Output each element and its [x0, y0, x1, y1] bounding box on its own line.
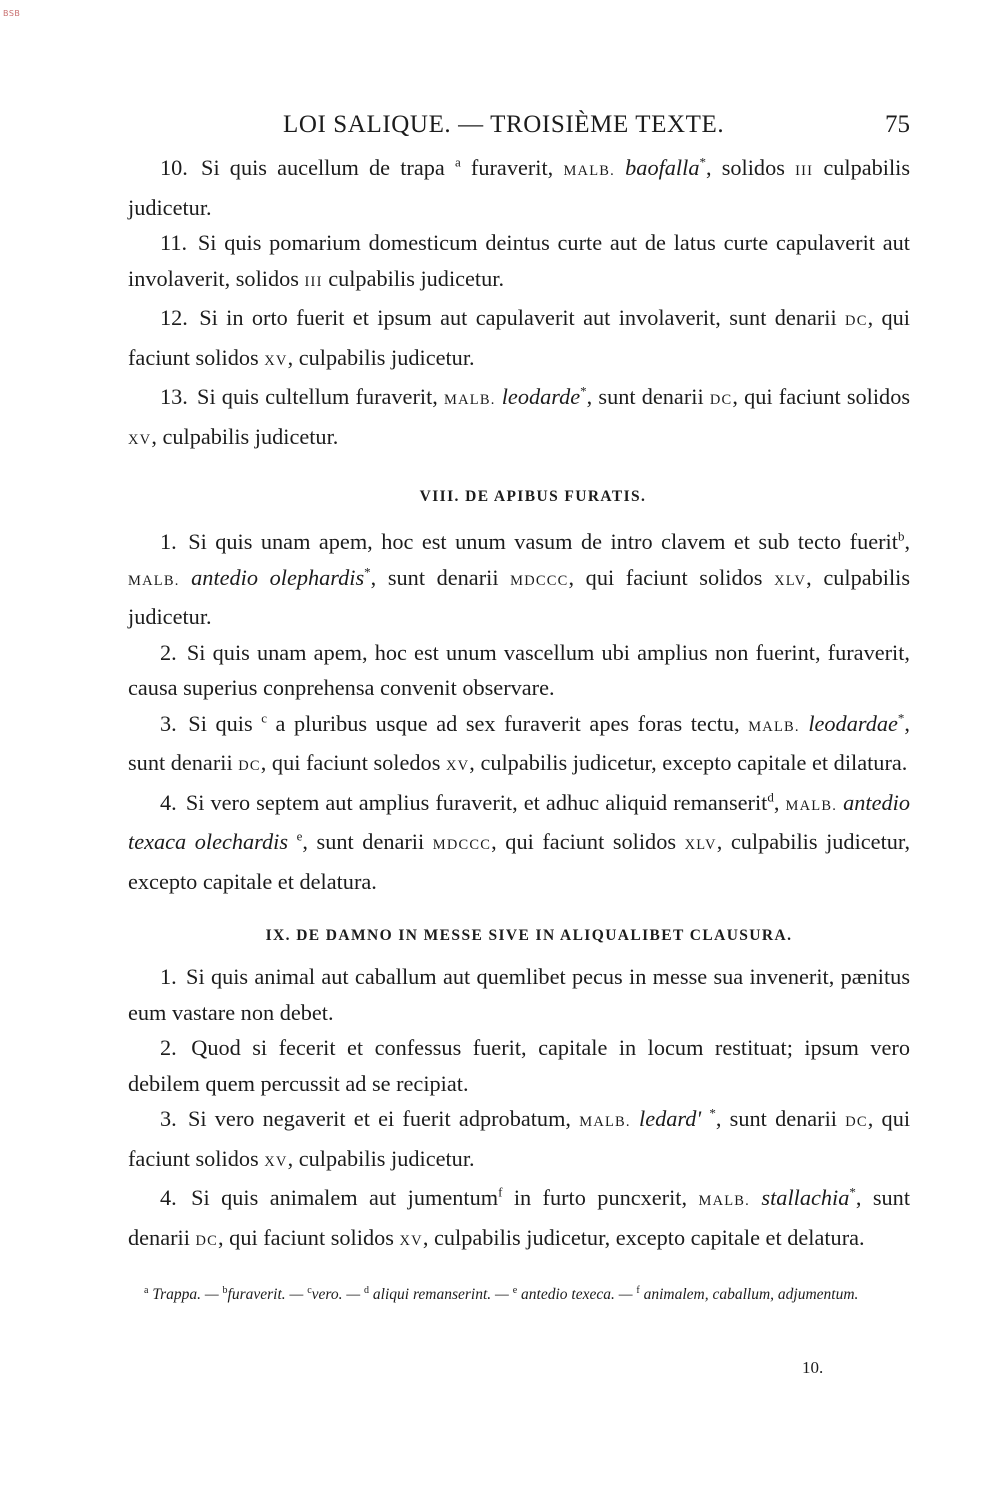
- page-number: 75: [885, 111, 910, 138]
- running-head-title: LOI SALIQUE. — TROISIÈME TEXTE.: [283, 111, 725, 138]
- paragraph-9-4: 4. Si quis animalem aut jumentum$^f$ in furto puncxerit, MALB. stallachia*, sunt denarii DC, qui faciunt solidos XV, culpabilis judicetur, excepto capitale et delatura.: [128, 1184, 911, 1250]
- paragraph-9-3: 3. Si vero negaverit et ei fuerit adprobatum, MALB. ledard' *, sunt denarii DC, qui faciunt solidos XV, culpabilis judicetur.: [128, 1105, 911, 1171]
- section-7-continuation: [128, 150, 910, 458]
- paragraph-7-12: 12. Si in orto fuerit et ipsum aut capulaverit aut involaverit, sunt denarii DC, qui faciunt solidos XV, culpabilis judicetur.: [128, 305, 911, 370]
- paragraph-9-2: 2. Quod si fecerit et confessus fuerit, capitale in locum restituat; ipsum vero debilem quem percussit ad se recipiat.: [128, 1035, 910, 1096]
- footnote-ref: a: [454, 154, 461, 170]
- section-9-heading: IX. DE DAMNO IN MESSE SIVE IN ALIQUALIBET CLAUSURA.: [265, 927, 793, 944]
- running-head: [128, 111, 910, 145]
- section-8-heading: VIII. DE APIBUS FURATIS.: [419, 488, 647, 505]
- library-watermark: BSB: [3, 9, 21, 18]
- signature-mark: 10.: [802, 1358, 824, 1377]
- paragraph-9-1: 1. Si quis animal aut caballum aut quemlibet pecus in messe sua invenerit, pænitus eum vastare non debet.: [128, 964, 910, 1025]
- paragraph-8-2: 2. Si quis unam apem, hoc est unum vascellum ubi amplius non fuerint, furaverit, causa superius conprehensa convenit observare.: [128, 639, 911, 700]
- paragraph-8-1: 1. Si quis unam apem, hoc est unum vasum de intro clavem et sub tecto fuerit$^b$, MALB. antedio olephardis*, sunt denarii MDCCC, qui faciunt solidos XLV, culpabilis judicetur.: [128, 528, 911, 629]
- section-9: [128, 959, 910, 1259]
- paragraph-7-13: 13. Si quis cultellum furaverit, MALB. leodarde*, sunt denarii DC, qui faciunt solidos XV, culpabilis judicetur.: [128, 383, 911, 449]
- section-8: [128, 524, 910, 899]
- page-body: [128, 150, 910, 1323]
- footnotes: $^a$ Trappa. — $^b$furaverit. — $^c$vero. — $^d$ aliqui remanserint. — $^e$ antedio texeca. — $^f$ animalem, caballum, adjumentum.: [144, 1284, 859, 1303]
- paragraph-8-4: 4. Si vero septem aut amplius furaverit, et adhuc aliquid remanserit$^d$, MALB. antedio texaca olechardis $^e$, sunt denarii MDCCC, qui faciunt solidos XLV, culpabilis judicetur, excepto capitale et delatura.: [128, 789, 911, 894]
- paragraph-8-3: 3. Si quis $^c$ a pluribus usque ad sex furaverit apes foras tectu, MALB. leodardae*, sunt denarii DC, qui faciunt soledos XV, culpabilis judicetur, excepto capitale et dilatura.: [128, 710, 910, 775]
- paragraph-7-10: 10. Si quis aucellum de trapa $^a$ furaverit, MALB. baofalla*, solidos III culpabilis judicetur.: [128, 154, 911, 220]
- paragraph-7-11: 11. Si quis pomarium domesticum deintus curte aut de latus curte capulaverit aut involaverit, solidos III culpabilis judicetur.: [128, 230, 910, 291]
